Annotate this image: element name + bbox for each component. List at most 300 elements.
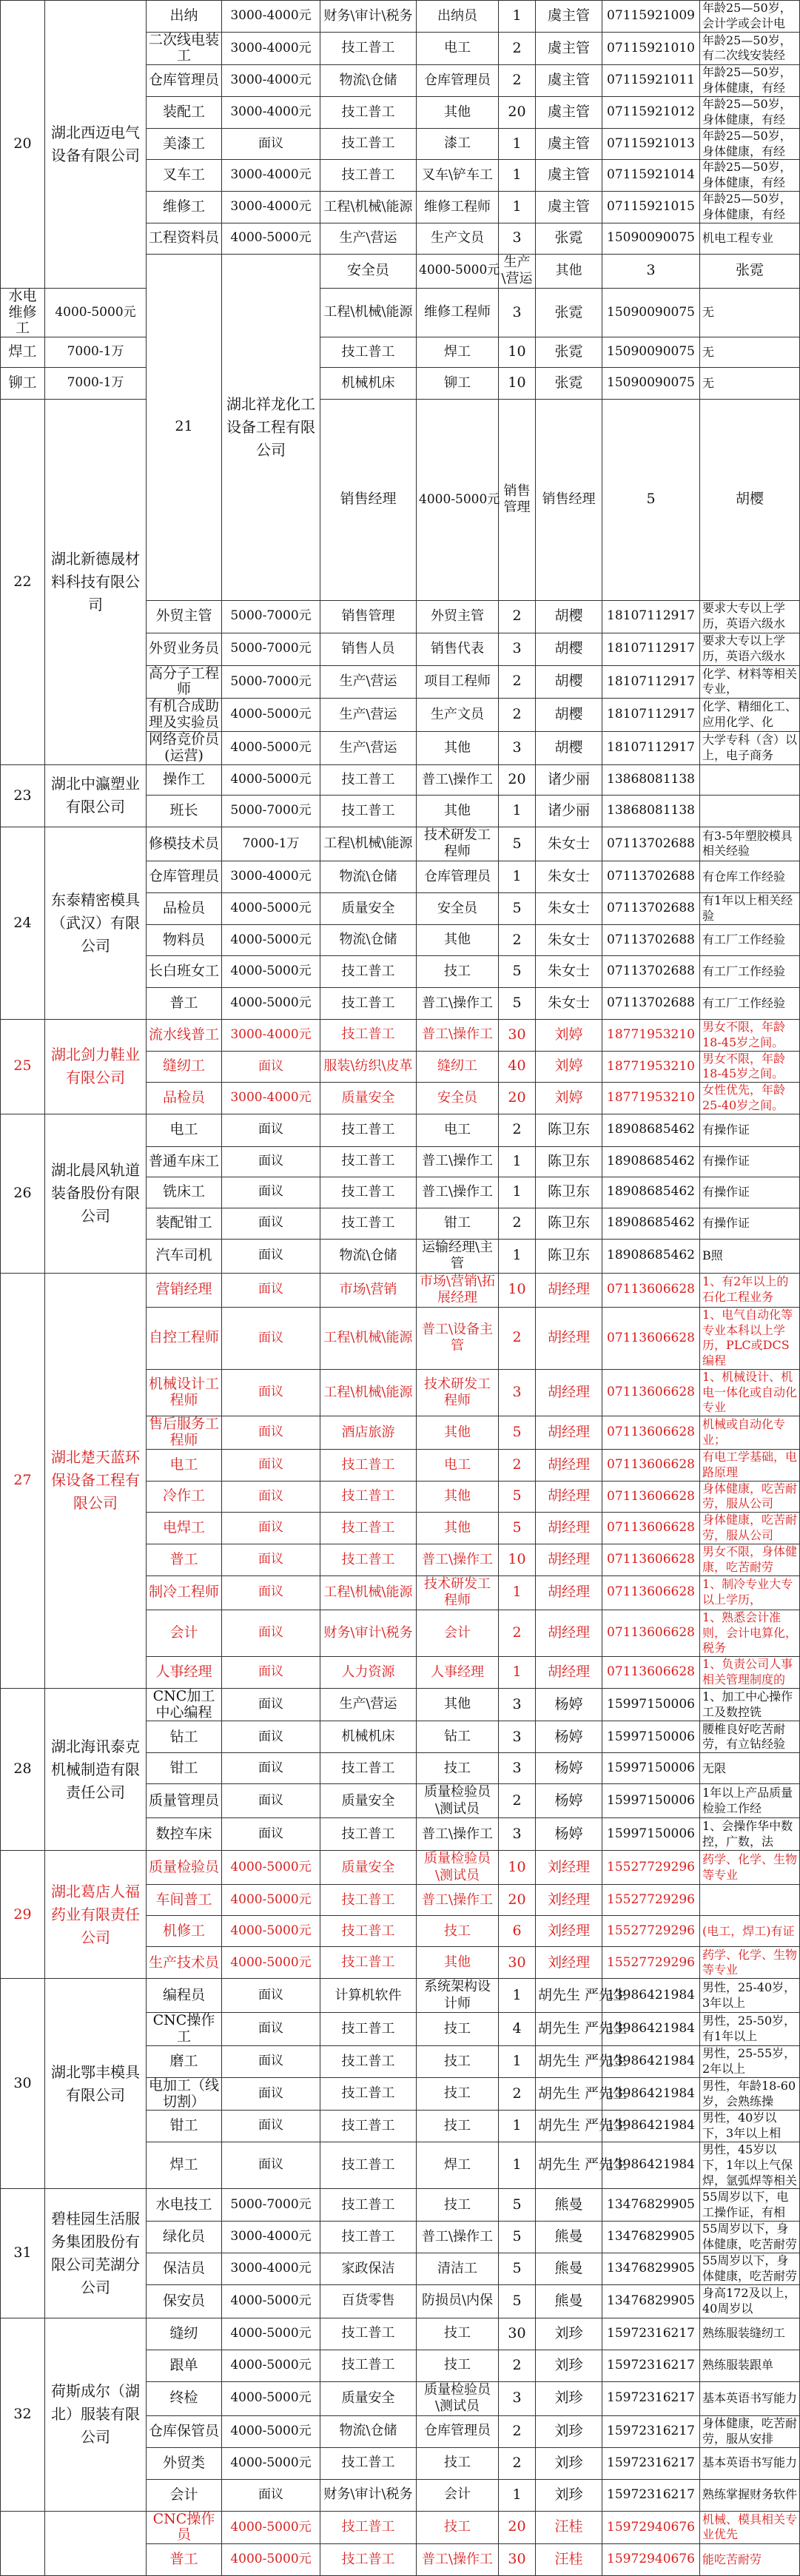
phone: 07113606628 — [602, 1369, 700, 1416]
salary: 面议 — [222, 2013, 320, 2046]
requirements: 要求大专以上学历，英语六级水 — [700, 600, 800, 633]
salary: 面议 — [222, 1307, 320, 1369]
job-type: 技术研发工程师 — [417, 827, 499, 861]
phone: 18107112917 — [602, 665, 700, 699]
headcount: 20 — [499, 764, 536, 795]
job-type: 出纳员 — [417, 1, 499, 33]
position: 终检 — [147, 2381, 222, 2415]
headcount: 10 — [499, 368, 536, 400]
phone: 13476829905 — [602, 2189, 700, 2222]
job-type: 仓库管理员 — [417, 861, 499, 892]
contact-person: 刘经理 — [536, 1851, 602, 1885]
headcount: 1 — [499, 1657, 536, 1689]
headcount: 30 — [499, 2318, 536, 2350]
job-type: 其他 — [417, 1416, 499, 1450]
job-type: 技工 — [417, 2511, 499, 2544]
job-category: 技工普工 — [320, 1449, 417, 1481]
contact-person: 胡先生 严先生 — [536, 2077, 602, 2111]
salary: 面议 — [222, 1513, 320, 1544]
job-category: 技工普工 — [320, 2142, 417, 2188]
job-category: 技工普工 — [320, 1481, 417, 1513]
headcount: 5 — [602, 400, 700, 600]
phone: 07113702688 — [602, 827, 700, 861]
contact-person: 杨婷 — [536, 1818, 602, 1851]
phone: 07115921014 — [602, 160, 700, 192]
salary: 4000-5000元 — [222, 2381, 320, 2415]
phone: 07113606628 — [602, 1481, 700, 1513]
job-category: 机械机床 — [320, 368, 417, 400]
salary: 3000-4000元 — [222, 160, 320, 192]
job-type: 仓库管理员 — [417, 2415, 499, 2447]
salary: 4000-5000元 — [222, 2284, 320, 2318]
salary: 5000-7000元 — [222, 795, 320, 827]
salary: 面议 — [222, 1449, 320, 1481]
job-type: 其他 — [417, 1947, 499, 1979]
headcount: 2 — [499, 665, 536, 699]
salary: 7000-1万 — [45, 368, 147, 400]
job-type: 清洁工 — [417, 2253, 499, 2284]
contact-person: 朱女士 — [536, 861, 602, 892]
requirements: 有仓库工作经验 — [700, 861, 800, 892]
job-category: 人力资源 — [320, 1657, 417, 1689]
position: 车间普工 — [147, 1885, 222, 1916]
contact-person: 张霓 — [536, 288, 602, 337]
headcount: 30 — [499, 1019, 536, 1051]
salary: 4000-5000元 — [222, 2447, 320, 2479]
salary: 3000-4000元 — [222, 96, 320, 128]
requirements — [700, 795, 800, 827]
position: 跟单 — [147, 2350, 222, 2381]
salary: 4000-5000元 — [222, 2511, 320, 2544]
position: 修模技术员 — [147, 827, 222, 861]
table-row — [1, 827, 800, 861]
job-category: 技工普工 — [320, 128, 417, 160]
salary: 3000-4000元 — [222, 32, 320, 65]
job-type: 其他 — [417, 1513, 499, 1544]
salary: 面议 — [222, 128, 320, 160]
job-category: 技工普工 — [320, 2350, 417, 2381]
position: CNC加工中心编程 — [147, 1688, 222, 1721]
job-category: 销售管理 — [499, 400, 536, 600]
job-category: 技工普工 — [320, 1513, 417, 1544]
requirements: 1、熟悉会计准则，会计电算化，税务 — [700, 1610, 800, 1656]
phone: 07115921013 — [602, 128, 700, 160]
job-type: 钻工 — [417, 1721, 499, 1753]
salary: 4000-5000元 — [222, 223, 320, 254]
phone: 07113702688 — [602, 955, 700, 987]
contact-person: 陈卫东 — [536, 1114, 602, 1146]
salary: 面议 — [222, 1753, 320, 1784]
salary: 面议 — [222, 1784, 320, 1818]
position: 营销经理 — [147, 1273, 222, 1307]
contact-person: 刘婷 — [536, 1083, 602, 1114]
position: 电加工（线切割） — [147, 2077, 222, 2111]
requirements: 年龄25—50岁，身体健康，有经 — [700, 96, 800, 128]
job-type: 生产文员 — [417, 223, 499, 254]
company-name: 湖北葛店人福药业有限责任公司 — [45, 1851, 147, 1979]
phone: 07113606628 — [602, 1544, 700, 1576]
job-type: 技工 — [417, 1916, 499, 1947]
headcount: 5 — [499, 2253, 536, 2284]
phone: 15972316217 — [602, 2350, 700, 2381]
position: CNC操作员 — [147, 2511, 222, 2544]
job-category: 工程\机械\能源 — [320, 192, 417, 223]
job-category: 工程\机械\能源 — [320, 827, 417, 861]
salary: 3000-4000元 — [222, 2253, 320, 2284]
contact-person: 胡经理 — [536, 1544, 602, 1576]
job-type: 漆工 — [417, 128, 499, 160]
phone: 18107112917 — [602, 699, 700, 732]
phone: 07115921011 — [602, 65, 700, 97]
phone: 15090090075 — [602, 368, 700, 400]
position: 品检员 — [147, 892, 222, 924]
contact-person: 杨婷 — [536, 1784, 602, 1818]
company-name: 湖北晨风轨道装备股份有限公司 — [45, 1114, 147, 1273]
contact-person: 汪桂 — [536, 2544, 602, 2576]
job-type: 质量检验员\测试员 — [417, 1851, 499, 1885]
headcount: 30 — [499, 2544, 536, 2576]
requirements: (电工，焊工)有证 — [700, 1916, 800, 1947]
position: 电工 — [147, 1449, 222, 1481]
job-type: 铆工 — [417, 368, 499, 400]
position: 仓库管理员 — [147, 65, 222, 97]
row-number: 26 — [1, 1114, 45, 1273]
contact-person: 刘珍 — [536, 2318, 602, 2350]
salary: 4000-5000元 — [45, 288, 147, 337]
salary: 面议 — [222, 1818, 320, 1851]
position: 普通车床工 — [147, 1146, 222, 1177]
job-category: 技工普工 — [320, 1544, 417, 1576]
contact-person: 胡樱 — [536, 633, 602, 665]
requirements: 机械、模具相关专业优先 — [700, 2511, 800, 2544]
headcount: 2 — [499, 2350, 536, 2381]
salary: 3000-4000元 — [222, 2222, 320, 2253]
job-category: 物流\仓储 — [320, 861, 417, 892]
salary: 3000-4000元 — [222, 861, 320, 892]
requirements: 有操作证 — [700, 1208, 800, 1239]
salary: 4000-5000元 — [222, 1947, 320, 1979]
contact-person: 胡樱 — [536, 665, 602, 699]
headcount: 5 — [499, 827, 536, 861]
row-number: 29 — [1, 1851, 45, 1979]
phone: 18908685462 — [602, 1208, 700, 1239]
contact-person: 胡先生 严先生 — [536, 2046, 602, 2078]
contact-person: 朱女士 — [536, 955, 602, 987]
headcount: 1 — [499, 1575, 536, 1610]
headcount: 20 — [499, 2511, 536, 2544]
position: 缝纫工 — [147, 1051, 222, 1083]
salary: 面议 — [222, 1416, 320, 1450]
job-type: 技工 — [417, 1753, 499, 1784]
headcount: 3 — [499, 1721, 536, 1753]
row-number: 24 — [1, 827, 45, 1019]
position: 维修工 — [147, 192, 222, 223]
job-type: 维修工程师 — [417, 288, 499, 337]
requirements: 1、机械设计、机电一体化或自动化专业 — [700, 1369, 800, 1416]
job-type: 其他 — [417, 1481, 499, 1513]
position: 水电技工 — [147, 2189, 222, 2222]
salary: 面议 — [222, 1239, 320, 1273]
position: 二次线电装工 — [147, 32, 222, 65]
requirements: 腰椎良好吃苦耐劳，有立钻经验 — [700, 1721, 800, 1753]
job-category: 技工普工 — [320, 1177, 417, 1208]
phone: 15972316217 — [602, 2415, 700, 2447]
headcount: 20 — [499, 1885, 536, 1916]
requirements: 男性，25-55岁，2年以上 — [700, 2046, 800, 2078]
requirements: 1年以上产品质量检验工作经 — [700, 1784, 800, 1818]
position: 高分子工程师 — [147, 665, 222, 699]
job-type: 质量检验员\测试员 — [417, 2381, 499, 2415]
table-row — [1, 400, 800, 600]
job-type: 普工\操作工 — [417, 1146, 499, 1177]
headcount: 1 — [499, 192, 536, 223]
position: 普工 — [147, 987, 222, 1019]
position: 网络竞价员(运营) — [147, 731, 222, 764]
job-category: 技工普工 — [320, 1114, 417, 1146]
salary: 4000-5000元 — [222, 2544, 320, 2576]
job-type: 其他 — [417, 1688, 499, 1721]
job-type: 系统架构设计师 — [417, 1979, 499, 2013]
position: 缝纫 — [147, 2318, 222, 2350]
position: 安全员 — [320, 254, 417, 288]
salary: 4000-5000元 — [417, 400, 499, 600]
requirements: 年龄25—50岁，身体健康，有经 — [700, 192, 800, 223]
salary: 4000-5000元 — [222, 1851, 320, 1885]
job-type: 项目工程师 — [417, 665, 499, 699]
position: 制冷工程师 — [147, 1575, 222, 1610]
job-type: 其他 — [417, 96, 499, 128]
job-category: 物流\仓储 — [320, 65, 417, 97]
position: 普工 — [147, 2544, 222, 2576]
contact-person: 刘经理 — [536, 1947, 602, 1979]
job-category: 技工普工 — [320, 2013, 417, 2046]
job-category: 技工普工 — [320, 795, 417, 827]
company-name: 荷斯成尔（湖北）服装有限公司 — [45, 2318, 147, 2511]
contact-person: 熊曼 — [536, 2253, 602, 2284]
position: 钻工 — [147, 1721, 222, 1753]
job-category: 技工普工 — [320, 2111, 417, 2142]
job-category: 市场\营销 — [320, 1273, 417, 1307]
requirements: 无 — [700, 288, 800, 337]
salary: 4000-5000元 — [222, 764, 320, 795]
requirements: 化学、精细化工、应用化学、化 — [700, 699, 800, 732]
headcount: 1 — [499, 128, 536, 160]
contact-person: 胡经理 — [536, 1610, 602, 1656]
job-type: 技术研发工程师 — [417, 1575, 499, 1610]
contact-person: 刘珍 — [536, 2350, 602, 2381]
contact-person: 虞主管 — [536, 160, 602, 192]
headcount: 2 — [499, 2415, 536, 2447]
contact-person: 胡先生 严先生 — [536, 1979, 602, 2013]
table-row — [1, 1, 800, 33]
contact-person: 刘婷 — [536, 1019, 602, 1051]
salary: 5000-7000元 — [222, 2189, 320, 2222]
company-name: 湖北鄂丰模具有限公司 — [45, 1979, 147, 2189]
contact-person: 陈卫东 — [536, 1146, 602, 1177]
position: 铆工 — [1, 368, 45, 400]
headcount: 6 — [499, 1916, 536, 1947]
headcount: 2 — [499, 1784, 536, 1818]
requirements: 熟练服装跟单 — [700, 2350, 800, 2381]
phone: 07113702688 — [602, 924, 700, 955]
position: 工程资料员 — [147, 223, 222, 254]
phone: 07115921009 — [602, 1, 700, 33]
phone: 13868081138 — [602, 795, 700, 827]
contact-person: 虞主管 — [536, 96, 602, 128]
contact-person: 张霓 — [700, 254, 800, 288]
company-name: 湖北海讯泰克机械制造有限责任公司 — [45, 1688, 147, 1851]
requirements: 无 — [700, 337, 800, 368]
headcount: 1 — [499, 2142, 536, 2188]
phone: 07113606628 — [602, 1416, 700, 1450]
phone: 15090090075 — [602, 337, 700, 368]
job-category: 酒店旅游 — [320, 1416, 417, 1450]
job-rows — [1, 1, 800, 2576]
table-row — [1, 288, 800, 337]
position: 班长 — [147, 795, 222, 827]
requirements: 1、加工中心操作工及数控铣 — [700, 1688, 800, 1721]
phone: 15972940676 — [602, 2511, 700, 2544]
phone: 15527729296 — [602, 1916, 700, 1947]
job-type: 技工 — [417, 2189, 499, 2222]
job-category: 物流\仓储 — [320, 924, 417, 955]
requirements: 1、有2年以上的石化工程业务 — [700, 1273, 800, 1307]
job-type: 维修工程师 — [417, 192, 499, 223]
phone: 13476829905 — [602, 2253, 700, 2284]
row-number: 21 — [147, 254, 222, 600]
contact-person: 张霓 — [536, 368, 602, 400]
salary: 面议 — [222, 1610, 320, 1656]
job-type: 技术研发工程师 — [417, 1369, 499, 1416]
contact-person: 刘经理 — [536, 1916, 602, 1947]
job-category: 家政保洁 — [320, 2253, 417, 2284]
contact-person: 胡樱 — [536, 731, 602, 764]
salary: 3000-4000元 — [222, 65, 320, 97]
job-category: 工程\机械\能源 — [320, 1575, 417, 1610]
job-category: 技工普工 — [320, 2222, 417, 2253]
table-row — [1, 2318, 800, 2350]
job-category: 质量安全 — [320, 1083, 417, 1114]
table-row — [1, 1273, 800, 1307]
position: 机修工 — [147, 1916, 222, 1947]
salary: 3000-4000元 — [222, 1019, 320, 1051]
requirements: 熟练掌握财务软件 — [700, 2479, 800, 2511]
contact-person: 胡经理 — [536, 1481, 602, 1513]
position: 流水线普工 — [147, 1019, 222, 1051]
phone: 15972316217 — [602, 2447, 700, 2479]
requirements: 年龄25—50岁，身体健康，有经 — [700, 160, 800, 192]
headcount: 2 — [499, 65, 536, 97]
job-type: 普工\操作工 — [417, 1885, 499, 1916]
phone: 18908685462 — [602, 1114, 700, 1146]
company-name: 湖北新德晟材料科技有限公司 — [45, 400, 147, 765]
job-category: 技工普工 — [320, 2544, 417, 2576]
headcount: 3 — [499, 223, 536, 254]
phone: 07115921012 — [602, 96, 700, 128]
company-name: 湖北中瀛塑业有限公司 — [45, 764, 147, 827]
salary: 4000-5000元 — [222, 924, 320, 955]
salary: 5000-7000元 — [222, 633, 320, 665]
position: 自控工程师 — [147, 1307, 222, 1369]
position: 保洁员 — [147, 2253, 222, 2284]
requirements: 机电工程专业 — [700, 223, 800, 254]
requirements: 有3-5年塑胶模具相关经验 — [700, 827, 800, 861]
position: 焊工 — [1, 337, 45, 368]
headcount: 2 — [499, 699, 536, 732]
job-type: 缝纫工 — [417, 1051, 499, 1083]
job-type: 其他 — [417, 795, 499, 827]
requirements: 男性，年龄18-60岁，会熟练操 — [700, 2077, 800, 2111]
requirements: 男女不限，身体健康，吃苦耐劳 — [700, 1544, 800, 1576]
job-type: 仓库管理员 — [417, 65, 499, 97]
position: 冷作工 — [147, 1481, 222, 1513]
contact-person: 陈卫东 — [536, 1177, 602, 1208]
job-category: 技工普工 — [320, 1947, 417, 1979]
phone: 18908685462 — [602, 1239, 700, 1273]
job-type: 销售经理 — [536, 400, 602, 600]
salary: 面议 — [222, 1657, 320, 1689]
salary: 4000-5000元 — [222, 1885, 320, 1916]
headcount: 1 — [499, 861, 536, 892]
requirements: 有操作证 — [700, 1114, 800, 1146]
job-type: 技工 — [417, 955, 499, 987]
contact-person: 朱女士 — [536, 827, 602, 861]
job-type: 普工\操作工 — [417, 2222, 499, 2253]
job-type: 质量检验员\测试员 — [417, 1784, 499, 1818]
requirements: 年龄25—50岁，身体健康，有经 — [700, 128, 800, 160]
requirements: 有操作证 — [700, 1146, 800, 1177]
phone: 13986421984 — [602, 2046, 700, 2078]
job-category: 生产\营运 — [320, 223, 417, 254]
requirements: 男性，25-50岁，有1年以上 — [700, 2013, 800, 2046]
job-category: 工程\机械\能源 — [320, 1307, 417, 1369]
position: 铣床工 — [147, 1177, 222, 1208]
headcount: 2 — [499, 1449, 536, 1481]
salary: 面议 — [222, 1208, 320, 1239]
phone: 15090090075 — [602, 288, 700, 337]
contact-person: 杨婷 — [536, 1721, 602, 1753]
contact-person: 熊曼 — [536, 2284, 602, 2318]
row-number: 30 — [1, 1979, 45, 2189]
headcount: 2 — [499, 924, 536, 955]
job-category: 生产\营运 — [320, 665, 417, 699]
phone: 18107112917 — [602, 731, 700, 764]
position: 有机合成助理及实验员 — [147, 699, 222, 732]
salary: 3000-4000元 — [222, 192, 320, 223]
requirements: B照 — [700, 1239, 800, 1273]
requirements: 身高172及以上，40周岁以 — [700, 2284, 800, 2318]
headcount: 10 — [499, 1544, 536, 1576]
requirements: 身体健康，吃苦耐劳，服从公司 — [700, 1513, 800, 1544]
table-row — [1, 1688, 800, 1721]
phone: 18771953210 — [602, 1083, 700, 1114]
phone: 15527729296 — [602, 1947, 700, 1979]
row-number: 25 — [1, 1019, 45, 1114]
job-category: 技工普工 — [320, 96, 417, 128]
job-category: 质量安全 — [320, 892, 417, 924]
requirements: 1、会操作华中数控，广数，法 — [700, 1818, 800, 1851]
job-type: 其他 — [417, 924, 499, 955]
headcount: 2 — [499, 2077, 536, 2111]
row-number: 23 — [1, 764, 45, 827]
phone: 13868081138 — [602, 764, 700, 795]
headcount: 40 — [499, 1051, 536, 1083]
headcount: 1 — [499, 1239, 536, 1273]
job-category: 技工普工 — [320, 764, 417, 795]
position: 生产技术员 — [147, 1947, 222, 1979]
contact-person: 胡樱 — [536, 600, 602, 633]
company-name: 湖北剑力鞋业有限公司 — [45, 1019, 147, 1114]
